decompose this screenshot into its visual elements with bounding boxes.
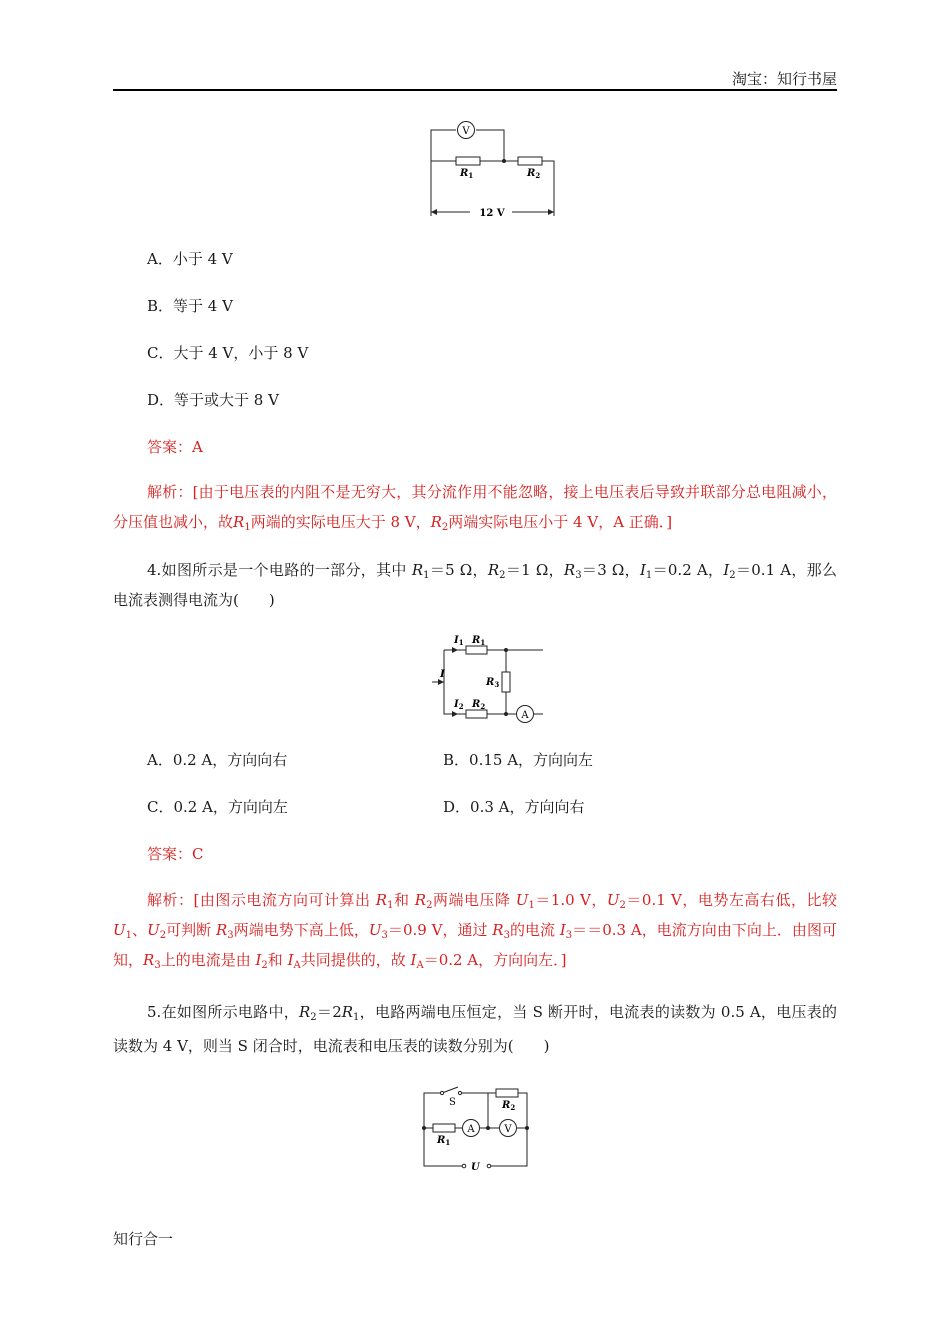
r1-sub: 1 (468, 171, 474, 180)
circuit-figure-1 (420, 118, 570, 222)
q4-option-d: D．0.3 A，方向向右 (443, 798, 585, 816)
q4-option-c: C．0.2 A，方向向左 (147, 798, 288, 816)
q3-option-d: D．等于或大于 8 V (147, 391, 279, 409)
r2-sub: 2 (535, 171, 541, 180)
ammeter-label: A (521, 710, 529, 721)
voltage-label: 12 V (479, 208, 505, 219)
q4-option-b: B．0.15 A，方向向左 (443, 751, 594, 769)
header-rule (113, 89, 837, 91)
svg-text:R1 (459, 168, 473, 180)
svg-text:I1: $I_1$ (454, 635, 464, 647)
circuit-figure-3 (416, 1084, 534, 1176)
svg-text:U: U (471, 1162, 480, 1173)
header-brand: 淘宝：知行书屋 (731, 70, 837, 88)
svg-text:A: A (467, 1124, 475, 1135)
svg-text:R1: $R_1$ (437, 1135, 451, 1147)
svg-text:S: S (449, 1097, 456, 1108)
footer-brand: 知行合一 (113, 1230, 174, 1248)
q3-option-a: A．小于 4 V (147, 250, 233, 268)
q4-answer: 答案：C (147, 845, 204, 863)
svg-text:V: V (504, 1124, 512, 1135)
q3-option-b: B．等于 4 V (147, 297, 233, 315)
q4-explanation: 解析：[由图示电流方向可计算出 $R_1$和 $R_2$两端电压降 $U_1=1.0$ V，$U_2=0.1$ V，电势左高右低，比较 $U_1$、$U_2$可判断 $R_3$两端电势下高上低，$U_3=0.9$ V，通过 $R_3$的电流 $I_3==0.3$ A，电流方向由下向上．由图可知，$R_3$上的电流是由 $I_2$和 $I_A$共同提供的，故 $I_A=0.2$ A，方向向左．] (113, 891, 837, 971)
svg-text:I2: $I_2$ (454, 699, 464, 711)
circuit-figure-2 (430, 628, 548, 724)
q5-stem: 5.在如图所示电路中，$R_2=2R_1$，电路两端电压恒定，当 S 断开时，电流表的读数为 0.5 A，电压表的读数为 4 V，则当 S 闭合时，电流表和电压表的读数分别为( ) (113, 1003, 837, 1055)
r1-letter: R (460, 168, 469, 179)
q3-answer: 答案：A (147, 438, 203, 456)
voltmeter-label: V (462, 126, 470, 137)
svg-text:R1: $R_1$ (472, 635, 486, 647)
r2-letter: R (527, 168, 536, 179)
q3-option-c: C．大于 4 V，小于 8 V (147, 344, 309, 362)
svg-text:R2: $R_2$ (502, 1100, 516, 1112)
q4-option-a: A．0.2 A，方向向右 (147, 751, 288, 769)
svg-text:R2 (526, 168, 540, 180)
svg-text:R3: $R_3$ (486, 677, 500, 689)
svg-text:I: I (440, 669, 445, 680)
svg-text:R2: $R_2$ (472, 699, 486, 711)
q3-explanation: 解析：[由于电压表的内阻不是无穷大，其分流作用不能忽略，接上电压表后导致并联部分总电阻减小，分压值也减小，故$R_1$两端的实际电压大于 8 V，$R_2$两端实际电压小于 4 V，A 正确．] (113, 483, 837, 533)
q4-stem: 4.如图所示是一个电路的一部分，其中 $R_1=5$ Ω，$R_2=1$ Ω，$R_3=3$ Ω，$I_1=0.2$ A，$I_2=0.1$ A，那么电流表测得电流为( ) (113, 561, 838, 609)
